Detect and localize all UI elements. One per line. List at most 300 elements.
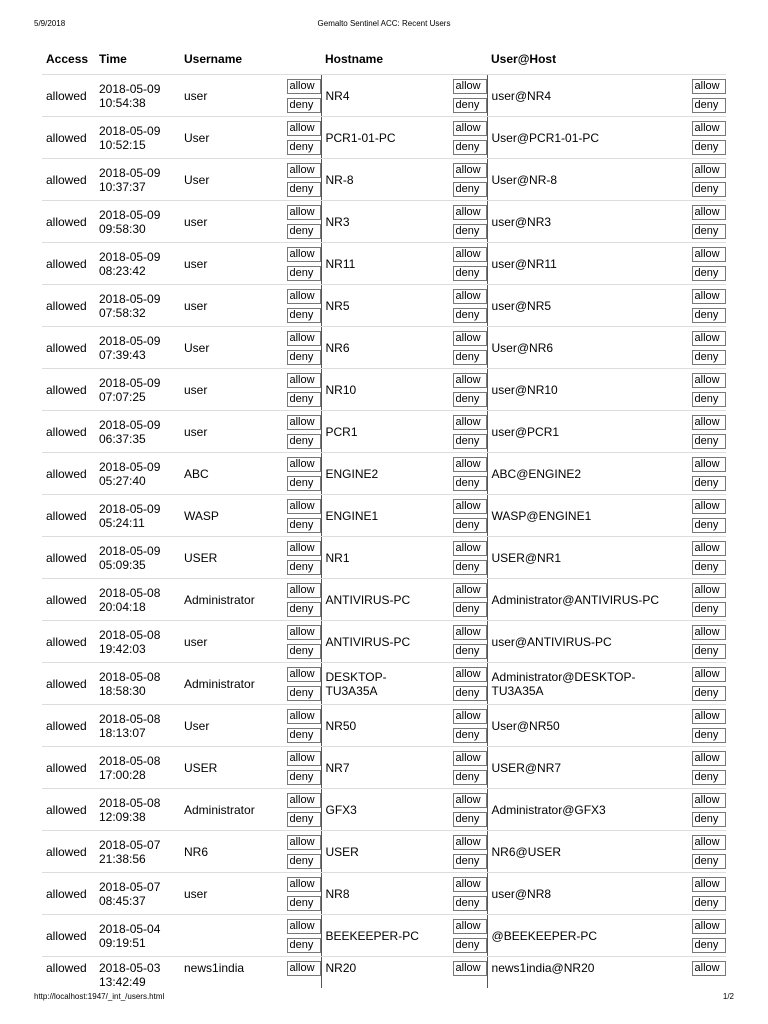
access-cell: allowed <box>42 495 95 537</box>
hostname-cell: NR4 <box>321 75 433 117</box>
hostname-cell: GFX3 <box>321 789 433 831</box>
time-cell <box>95 495 180 537</box>
username-allow-button[interactable]: allow <box>287 163 321 178</box>
access-cell: allowed <box>42 243 95 285</box>
username-allow-button[interactable]: allow <box>287 961 321 976</box>
time-clock: 10:37:37 <box>99 179 146 194</box>
username-actions <box>263 873 321 915</box>
hostname-actions <box>433 285 487 327</box>
userhost-actions <box>683 453 726 495</box>
time-clock: 18:13:07 <box>99 725 146 740</box>
time-date: 2018-05-09 <box>99 543 161 558</box>
time-cell <box>95 747 180 789</box>
username-allow-button[interactable]: allow <box>287 247 321 262</box>
userhost-deny-button[interactable]: deny <box>692 686 726 701</box>
hostname-deny-button[interactable]: deny <box>453 476 487 491</box>
access-cell: allowed <box>42 579 95 621</box>
userhost-deny-button[interactable]: deny <box>692 854 726 869</box>
username-allow-button[interactable]: allow <box>287 583 321 598</box>
time-clock: 08:45:37 <box>99 893 146 908</box>
hostname-allow-button[interactable]: allow <box>453 205 487 220</box>
userhost-actions <box>683 411 726 453</box>
userhost-allow-button[interactable]: allow <box>692 667 726 682</box>
userhost-cell: ABC@ENGINE2 <box>487 453 683 495</box>
hostname-allow-button[interactable]: allow <box>453 793 487 808</box>
hostname-allow-button[interactable]: allow <box>453 919 487 934</box>
username-deny-button[interactable]: deny <box>287 476 321 491</box>
username-allow-button[interactable]: allow <box>287 499 321 514</box>
username-deny-button[interactable]: deny <box>287 602 321 617</box>
userhost-allow-button[interactable]: allow <box>692 121 726 136</box>
hostname-cell: NR3 <box>321 201 433 243</box>
table-header-row <box>42 44 726 75</box>
time-cell <box>95 957 180 989</box>
userhost-allow-button[interactable]: allow <box>692 793 726 808</box>
time-clock: 09:19:51 <box>99 935 146 950</box>
username-allow-button[interactable]: allow <box>287 709 321 724</box>
hostname-actions <box>433 495 487 537</box>
time-cell <box>95 621 180 663</box>
hostname-deny-button[interactable]: deny <box>453 560 487 575</box>
username-deny-button[interactable]: deny <box>287 686 321 701</box>
username-deny-button[interactable]: deny <box>287 98 321 113</box>
userhost-deny-button[interactable]: deny <box>692 266 726 281</box>
hostname-actions <box>433 369 487 411</box>
username-cell: User <box>180 705 263 747</box>
hostname-allow-button[interactable]: allow <box>453 163 487 178</box>
hostname-allow-button[interactable]: allow <box>453 541 487 556</box>
username-deny-button[interactable]: deny <box>287 392 321 407</box>
hostname-allow-button[interactable]: allow <box>453 457 487 472</box>
username-deny-button[interactable]: deny <box>287 938 321 953</box>
time-cell <box>95 915 180 957</box>
username-actions <box>263 453 321 495</box>
userhost-actions <box>683 663 726 705</box>
time-cell <box>95 663 180 705</box>
hostname-allow-button[interactable]: allow <box>453 79 487 94</box>
userhost-actions <box>683 621 726 663</box>
hostname-actions <box>433 579 487 621</box>
table-row <box>42 621 726 663</box>
time-clock: 20:04:18 <box>99 599 146 614</box>
username-allow-button[interactable]: allow <box>287 793 321 808</box>
access-cell: allowed <box>42 369 95 411</box>
userhost-allow-button[interactable]: allow <box>692 583 726 598</box>
hostname-deny-button[interactable]: deny <box>453 308 487 323</box>
time-date: 2018-05-09 <box>99 375 161 390</box>
time-date: 2018-05-09 <box>99 291 161 306</box>
hostname-allow-button[interactable]: allow <box>453 625 487 640</box>
username-cell: ABC <box>180 453 263 495</box>
hostname-allow-button[interactable]: allow <box>453 331 487 346</box>
userhost-allow-button[interactable]: allow <box>692 289 726 304</box>
access-cell: allowed <box>42 117 95 159</box>
time-clock: 21:38:56 <box>99 851 146 866</box>
userhost-deny-button[interactable]: deny <box>692 518 726 533</box>
userhost-actions <box>683 915 726 957</box>
hostname-cell: USER <box>321 831 433 873</box>
hostname-deny-button[interactable]: deny <box>453 266 487 281</box>
hostname-allow-button[interactable]: allow <box>453 121 487 136</box>
username-cell: Administrator <box>180 579 263 621</box>
hostname-cell: ANTIVIRUS-PC <box>321 621 433 663</box>
hostname-allow-button[interactable]: allow <box>453 709 487 724</box>
column-header-access[interactable]: Access <box>42 44 95 75</box>
username-allow-button[interactable]: allow <box>287 121 321 136</box>
userhost-allow-button[interactable]: allow <box>692 373 726 388</box>
userhost-cell: NR6@USER <box>487 831 683 873</box>
username-cell: user <box>180 873 263 915</box>
userhost-allow-button[interactable]: allow <box>692 331 726 346</box>
userhost-cell: user@NR4 <box>487 75 683 117</box>
userhost-allow-button[interactable]: allow <box>692 415 726 430</box>
username-cell: WASP <box>180 495 263 537</box>
table-row <box>42 957 726 989</box>
hostname-deny-button[interactable]: deny <box>453 98 487 113</box>
time-clock: 08:23:42 <box>99 263 146 278</box>
hostname-cell: NR-8 <box>321 159 433 201</box>
table-row <box>42 159 726 201</box>
userhost-actions <box>683 537 726 579</box>
table-row <box>42 453 726 495</box>
userhost-deny-button[interactable]: deny <box>692 602 726 617</box>
hostname-actions <box>433 789 487 831</box>
access-cell: allowed <box>42 831 95 873</box>
userhost-allow-button[interactable]: allow <box>692 709 726 724</box>
table-row <box>42 75 726 117</box>
username-actions <box>263 285 321 327</box>
hostname-cell: ENGINE2 <box>321 453 433 495</box>
userhost-cell: Administrator@DESKTOP-TU3A35A <box>487 663 683 705</box>
userhost-cell: Administrator@ANTIVIRUS-PC <box>487 579 683 621</box>
hostname-allow-button[interactable]: allow <box>453 373 487 388</box>
hostname-deny-button[interactable]: deny <box>453 434 487 449</box>
username-actions <box>263 789 321 831</box>
username-cell: User <box>180 117 263 159</box>
hostname-deny-button[interactable]: deny <box>453 224 487 239</box>
userhost-actions <box>683 579 726 621</box>
userhost-allow-button[interactable]: allow <box>692 79 726 94</box>
hostname-cell: DESKTOP-TU3A35A <box>321 663 433 705</box>
userhost-actions <box>683 327 726 369</box>
userhost-actions <box>683 831 726 873</box>
hostname-cell: NR50 <box>321 705 433 747</box>
time-date: 2018-05-03 <box>99 961 161 975</box>
time-date: 2018-05-09 <box>99 417 161 432</box>
access-cell: allowed <box>42 873 95 915</box>
username-deny-button[interactable]: deny <box>287 560 321 575</box>
username-deny-button[interactable]: deny <box>287 896 321 911</box>
username-actions <box>263 705 321 747</box>
table-row <box>42 873 726 915</box>
username-allow-button[interactable]: allow <box>287 835 321 850</box>
userhost-deny-button[interactable]: deny <box>692 812 726 827</box>
time-date: 2018-05-07 <box>99 879 161 894</box>
hostname-deny-button[interactable]: deny <box>453 140 487 155</box>
time-date: 2018-05-08 <box>99 753 161 768</box>
username-actions <box>263 369 321 411</box>
hostname-allow-button[interactable]: allow <box>453 667 487 682</box>
hostname-allow-button[interactable]: allow <box>453 877 487 892</box>
username-deny-button[interactable]: deny <box>287 140 321 155</box>
table-row <box>42 663 726 705</box>
username-deny-button[interactable]: deny <box>287 308 321 323</box>
column-header-username[interactable]: Username <box>180 44 321 75</box>
userhost-cell: User@NR-8 <box>487 159 683 201</box>
column-header-userhost[interactable]: User@Host <box>487 44 726 75</box>
userhost-deny-button[interactable]: deny <box>692 434 726 449</box>
userhost-actions <box>683 495 726 537</box>
hostname-cell: ANTIVIRUS-PC <box>321 579 433 621</box>
userhost-actions <box>683 243 726 285</box>
hostname-allow-button[interactable]: allow <box>453 835 487 850</box>
username-deny-button[interactable]: deny <box>287 518 321 533</box>
username-cell: Administrator <box>180 663 263 705</box>
username-actions <box>263 495 321 537</box>
hostname-actions <box>433 957 487 989</box>
hostname-cell: NR11 <box>321 243 433 285</box>
userhost-actions <box>683 957 726 989</box>
userhost-allow-button[interactable]: allow <box>692 919 726 934</box>
time-clock: 06:37:35 <box>99 431 146 446</box>
username-allow-button[interactable]: allow <box>287 415 321 430</box>
userhost-deny-button[interactable]: deny <box>692 476 726 491</box>
username-actions <box>263 243 321 285</box>
username-actions <box>263 621 321 663</box>
column-header-time[interactable]: Time <box>95 44 180 75</box>
hostname-allow-button[interactable]: allow <box>453 961 487 976</box>
hostname-deny-button[interactable]: deny <box>453 392 487 407</box>
hostname-actions <box>433 873 487 915</box>
hostname-allow-button[interactable]: allow <box>453 415 487 430</box>
time-cell <box>95 369 180 411</box>
username-allow-button[interactable]: allow <box>287 667 321 682</box>
hostname-actions <box>433 117 487 159</box>
hostname-deny-button[interactable]: deny <box>453 770 487 785</box>
hostname-deny-button[interactable]: deny <box>453 812 487 827</box>
hostname-deny-button[interactable]: deny <box>453 518 487 533</box>
table-row <box>42 369 726 411</box>
time-date: 2018-05-08 <box>99 627 161 642</box>
hostname-deny-button[interactable]: deny <box>453 602 487 617</box>
userhost-cell: user@ANTIVIRUS-PC <box>487 621 683 663</box>
userhost-deny-button[interactable]: deny <box>692 896 726 911</box>
username-deny-button[interactable]: deny <box>287 350 321 365</box>
userhost-allow-button[interactable]: allow <box>692 751 726 766</box>
userhost-cell: User@PCR1-01-PC <box>487 117 683 159</box>
table-row <box>42 201 726 243</box>
hostname-actions <box>433 75 487 117</box>
username-deny-button[interactable]: deny <box>287 854 321 869</box>
userhost-deny-button[interactable]: deny <box>692 182 726 197</box>
hostname-allow-button[interactable]: allow <box>453 583 487 598</box>
username-deny-button[interactable]: deny <box>287 728 321 743</box>
userhost-deny-button[interactable]: deny <box>692 224 726 239</box>
userhost-allow-button[interactable]: allow <box>692 457 726 472</box>
hostname-actions <box>433 537 487 579</box>
table-row <box>42 831 726 873</box>
time-date: 2018-05-09 <box>99 459 161 474</box>
print-date: 5/9/2018 <box>34 19 66 28</box>
time-date: 2018-05-08 <box>99 795 161 810</box>
table-row <box>42 537 726 579</box>
hostname-cell: ENGINE1 <box>321 495 433 537</box>
access-cell: allowed <box>42 411 95 453</box>
time-cell <box>95 537 180 579</box>
username-cell: user <box>180 243 263 285</box>
username-allow-button[interactable]: allow <box>287 457 321 472</box>
userhost-deny-button[interactable]: deny <box>692 770 726 785</box>
column-header-hostname[interactable]: Hostname <box>321 44 487 75</box>
time-date: 2018-05-09 <box>99 123 161 138</box>
hostname-allow-button[interactable]: allow <box>453 751 487 766</box>
username-allow-button[interactable]: allow <box>287 541 321 556</box>
username-allow-button[interactable]: allow <box>287 919 321 934</box>
time-date: 2018-05-09 <box>99 207 161 222</box>
userhost-allow-button[interactable]: allow <box>692 835 726 850</box>
time-clock: 17:00:28 <box>99 767 146 782</box>
hostname-deny-button[interactable]: deny <box>453 644 487 659</box>
username-cell: User <box>180 327 263 369</box>
time-cell <box>95 705 180 747</box>
hostname-deny-button[interactable]: deny <box>453 728 487 743</box>
userhost-allow-button[interactable]: allow <box>692 499 726 514</box>
userhost-deny-button[interactable]: deny <box>692 560 726 575</box>
time-cell <box>95 831 180 873</box>
hostname-deny-button[interactable]: deny <box>453 686 487 701</box>
hostname-actions <box>433 663 487 705</box>
username-actions <box>263 579 321 621</box>
username-cell: Administrator <box>180 789 263 831</box>
access-cell: allowed <box>42 663 95 705</box>
hostname-deny-button[interactable]: deny <box>453 854 487 869</box>
time-cell <box>95 327 180 369</box>
hostname-deny-button[interactable]: deny <box>453 896 487 911</box>
userhost-allow-button[interactable]: allow <box>692 961 726 976</box>
time-cell <box>95 873 180 915</box>
userhost-deny-button[interactable]: deny <box>692 392 726 407</box>
hostname-deny-button[interactable]: deny <box>453 938 487 953</box>
userhost-deny-button[interactable]: deny <box>692 98 726 113</box>
time-clock: 05:24:11 <box>99 515 145 530</box>
time-cell <box>95 411 180 453</box>
time-cell <box>95 75 180 117</box>
username-allow-button[interactable]: allow <box>287 751 321 766</box>
hostname-actions <box>433 327 487 369</box>
recent-users-page <box>42 44 726 988</box>
username-deny-button[interactable]: deny <box>287 434 321 449</box>
username-cell: user <box>180 201 263 243</box>
access-cell: allowed <box>42 159 95 201</box>
time-date: 2018-05-08 <box>99 585 161 600</box>
username-cell <box>180 915 263 957</box>
userhost-deny-button[interactable]: deny <box>692 644 726 659</box>
time-cell <box>95 579 180 621</box>
hostname-cell: NR6 <box>321 327 433 369</box>
table-body <box>42 75 726 989</box>
userhost-allow-button[interactable]: allow <box>692 541 726 556</box>
time-clock: 05:27:40 <box>99 473 146 488</box>
hostname-allow-button[interactable]: allow <box>453 499 487 514</box>
hostname-actions <box>433 159 487 201</box>
hostname-cell: NR8 <box>321 873 433 915</box>
access-cell: allowed <box>42 285 95 327</box>
hostname-deny-button[interactable]: deny <box>453 182 487 197</box>
userhost-allow-button[interactable]: allow <box>692 247 726 262</box>
userhost-actions <box>683 285 726 327</box>
time-cell <box>95 453 180 495</box>
username-actions <box>263 915 321 957</box>
userhost-actions <box>683 705 726 747</box>
username-allow-button[interactable]: allow <box>287 877 321 892</box>
username-allow-button[interactable]: allow <box>287 289 321 304</box>
username-allow-button[interactable]: allow <box>287 373 321 388</box>
username-deny-button[interactable]: deny <box>287 644 321 659</box>
username-cell: user <box>180 411 263 453</box>
hostname-allow-button[interactable]: allow <box>453 289 487 304</box>
username-actions <box>263 957 321 989</box>
time-cell <box>95 201 180 243</box>
username-cell: USER <box>180 537 263 579</box>
userhost-allow-button[interactable]: allow <box>692 205 726 220</box>
username-deny-button[interactable]: deny <box>287 770 321 785</box>
userhost-cell: @BEEKEEPER-PC <box>487 915 683 957</box>
username-deny-button[interactable]: deny <box>287 266 321 281</box>
username-deny-button[interactable]: deny <box>287 224 321 239</box>
hostname-actions <box>433 915 487 957</box>
table-row <box>42 285 726 327</box>
username-actions <box>263 327 321 369</box>
time-clock: 10:52:15 <box>99 137 146 152</box>
table-row <box>42 243 726 285</box>
access-cell: allowed <box>42 537 95 579</box>
hostname-cell: BEEKEEPER-PC <box>321 915 433 957</box>
hostname-allow-button[interactable]: allow <box>453 247 487 262</box>
username-actions <box>263 75 321 117</box>
username-cell: news1india <box>180 957 263 989</box>
username-allow-button[interactable]: allow <box>287 79 321 94</box>
table-row <box>42 411 726 453</box>
userhost-deny-button[interactable]: deny <box>692 140 726 155</box>
username-allow-button[interactable]: allow <box>287 331 321 346</box>
username-allow-button[interactable]: allow <box>287 205 321 220</box>
username-cell: user <box>180 621 263 663</box>
hostname-cell: NR20 <box>321 957 433 989</box>
page-title: Gemalto Sentinel ACC: Recent Users <box>317 19 451 28</box>
username-deny-button[interactable]: deny <box>287 812 321 827</box>
hostname-actions <box>433 705 487 747</box>
userhost-deny-button[interactable]: deny <box>692 308 726 323</box>
userhost-deny-button[interactable]: deny <box>692 728 726 743</box>
userhost-deny-button[interactable]: deny <box>692 350 726 365</box>
time-date: 2018-05-08 <box>99 669 161 684</box>
hostname-actions <box>433 411 487 453</box>
userhost-cell: user@NR10 <box>487 369 683 411</box>
table-row <box>42 495 726 537</box>
username-allow-button[interactable]: allow <box>287 625 321 640</box>
table-row <box>42 327 726 369</box>
userhost-deny-button[interactable]: deny <box>692 938 726 953</box>
username-deny-button[interactable]: deny <box>287 182 321 197</box>
userhost-allow-button[interactable]: allow <box>692 877 726 892</box>
hostname-deny-button[interactable]: deny <box>453 350 487 365</box>
time-clock: 07:39:43 <box>99 347 146 362</box>
userhost-allow-button[interactable]: allow <box>692 625 726 640</box>
time-date: 2018-05-09 <box>99 249 161 264</box>
userhost-allow-button[interactable]: allow <box>692 163 726 178</box>
access-cell: allowed <box>42 327 95 369</box>
time-date: 2018-05-08 <box>99 711 161 726</box>
